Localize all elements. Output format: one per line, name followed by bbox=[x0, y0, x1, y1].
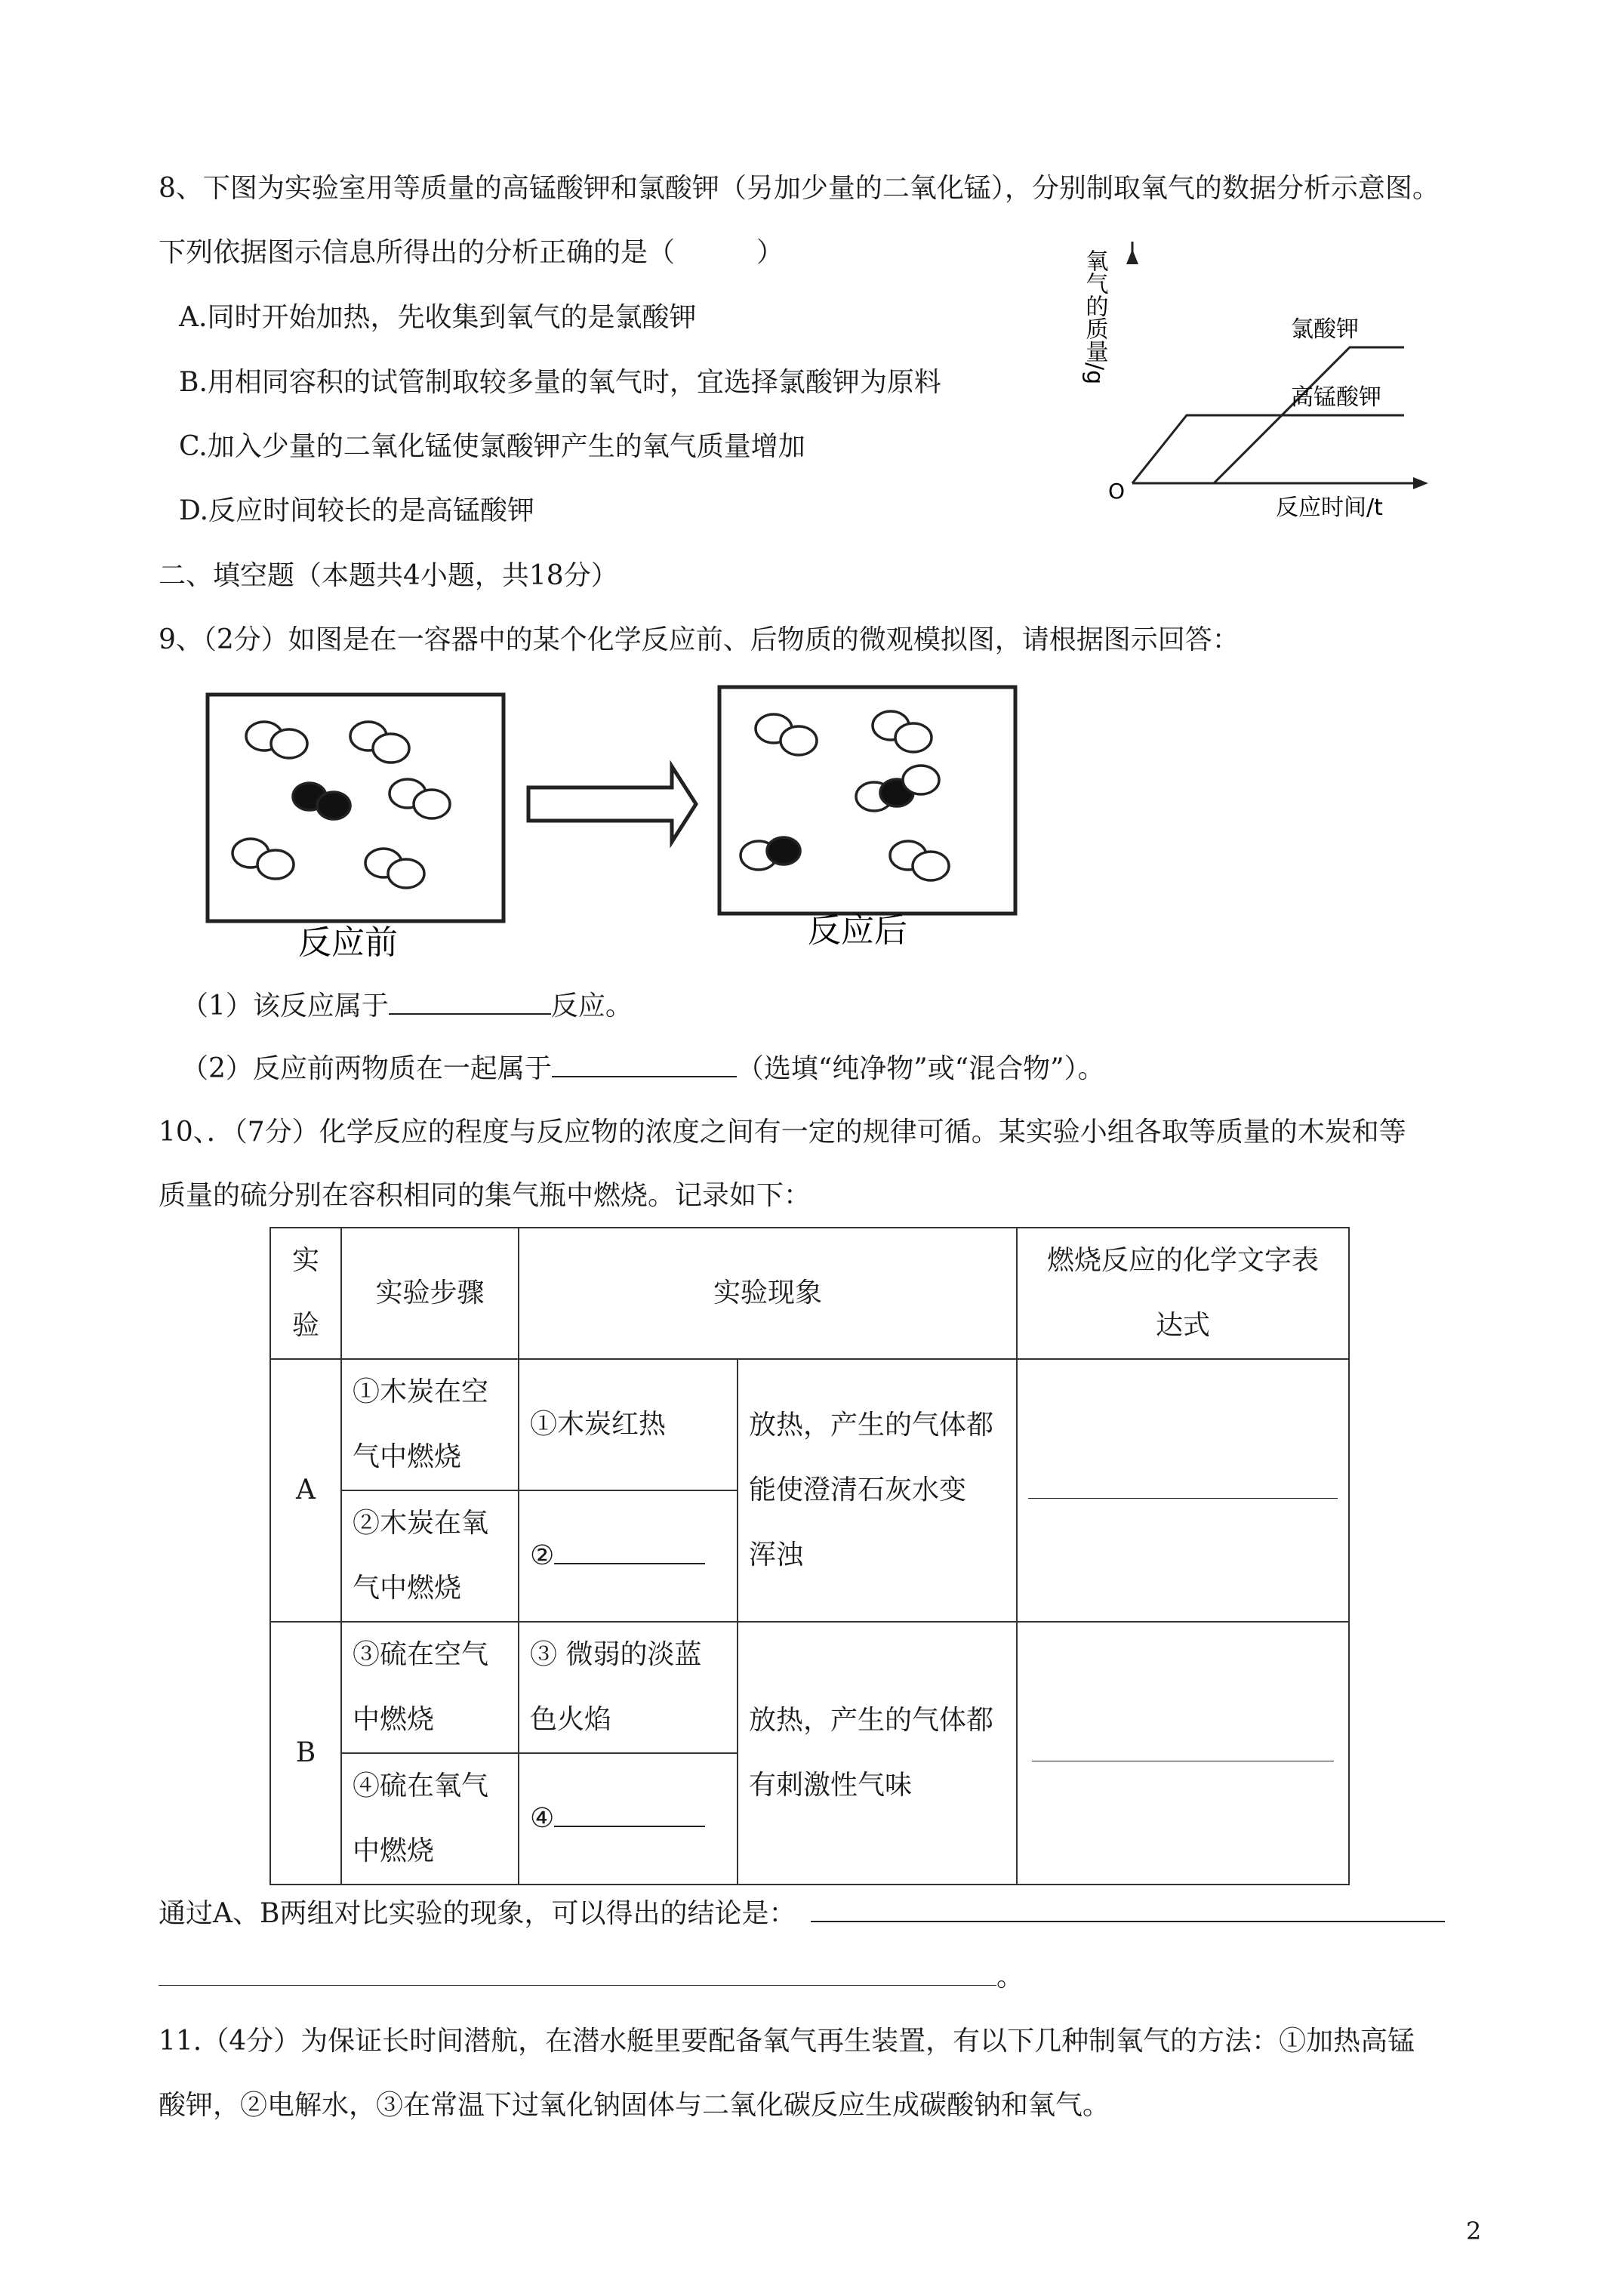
before-molecules bbox=[233, 722, 450, 888]
header-phenomenon: 实验现象 bbox=[519, 1228, 1017, 1359]
series-line-2 bbox=[1132, 415, 1404, 483]
page-number: 2 bbox=[1466, 2217, 1482, 2245]
a2-step-2: 气中燃烧 bbox=[353, 1573, 462, 1604]
header-exp-1: 实 bbox=[291, 1245, 319, 1276]
after-molecules bbox=[741, 711, 949, 880]
a1-phenomenon: ①木炭红热 bbox=[519, 1359, 738, 1490]
a-common-phenomenon bbox=[738, 1359, 1017, 1622]
q10-stem-line1: 10、．（7分）化学反应的程度与反应物的浓度之间有一定的规律可循。某实验小组各取等质量的木炭和等 bbox=[159, 1117, 1406, 1148]
q9-stem: 9、（2分）如图是在一容器中的某个化学反应前、后物质的微观模拟图，请根据图示回答： bbox=[159, 624, 1240, 655]
y-axis-arrow bbox=[1126, 249, 1138, 264]
b-expression-blank[interactable] bbox=[1032, 1735, 1334, 1761]
q8-option-a: A.同时开始加热，先收集到氧气的是氯酸钾 bbox=[179, 302, 697, 333]
a2-step bbox=[341, 1490, 519, 1622]
b-common-1: 放热，产生的气体都 bbox=[749, 1705, 994, 1736]
a2-phenomenon-blank[interactable] bbox=[554, 1537, 705, 1564]
a2-phenomenon bbox=[519, 1490, 738, 1622]
table-header-row bbox=[270, 1228, 1349, 1359]
a-common-2: 能使澄清石灰水变 bbox=[749, 1475, 967, 1505]
q11-line2: 酸钾，②电解水，③在常温下过氧化钠固体与二氧化碳反应生成碳酸钠和氧气。 bbox=[159, 2090, 1110, 2121]
a2-phenomenon-mark: ② bbox=[530, 1540, 555, 1571]
header-expression bbox=[1017, 1228, 1349, 1359]
q9-sub1 bbox=[181, 988, 633, 1025]
header-exp-2: 验 bbox=[291, 1310, 319, 1341]
q9-sub1-blank[interactable] bbox=[389, 988, 551, 1015]
group-a-label: A bbox=[270, 1359, 341, 1622]
section-2-heading: 二、填空题（本题共4小题，共18分） bbox=[159, 560, 618, 591]
b2-step bbox=[341, 1753, 519, 1885]
reaction-micro-diagram bbox=[204, 683, 1027, 963]
q8-option-b: B.用相同容积的试管制取较多量的氧气时，宜选择氯酸钾为原料 bbox=[179, 367, 941, 398]
a2-step-1: ②木炭在氧 bbox=[353, 1508, 489, 1539]
a-expression-cell bbox=[1017, 1359, 1349, 1622]
b2-phenomenon-blank[interactable] bbox=[554, 1800, 705, 1827]
y-axis-label: 氧气的质量/g bbox=[1081, 249, 1108, 385]
b2-step-2: 中燃烧 bbox=[353, 1835, 435, 1866]
header-exp bbox=[270, 1228, 341, 1359]
x-axis-arrow bbox=[1413, 477, 1428, 489]
q8-prompt: 下列依据图示信息所得出的分析正确的是（ ） bbox=[159, 237, 784, 268]
q9-sub2-blank[interactable] bbox=[552, 1050, 737, 1077]
q10-conclusion-end: 。 bbox=[996, 1962, 1024, 1992]
b1-step bbox=[341, 1622, 519, 1753]
group-b-label: B bbox=[270, 1622, 341, 1885]
table-row bbox=[270, 1622, 1349, 1753]
q10-stem-line2: 质量的硫分别在容积相同的集气瓶中燃烧。记录如下： bbox=[159, 1180, 812, 1211]
b1-step-1: ③硫在空气 bbox=[353, 1639, 489, 1670]
series-label-1: 氯酸钾 bbox=[1291, 316, 1359, 343]
oxygen-mass-chart bbox=[1072, 242, 1449, 529]
b1-phenomenon-1: ③ 微弱的淡蓝 bbox=[530, 1639, 702, 1670]
b2-step-1: ④硫在氧气 bbox=[353, 1771, 489, 1801]
table-row bbox=[270, 1359, 1349, 1490]
b-common-phenomenon bbox=[738, 1622, 1017, 1885]
a-expression-blank[interactable] bbox=[1028, 1472, 1338, 1499]
x-axis-label: 反应时间/t bbox=[1276, 495, 1383, 521]
q8-option-d: D.反应时间较长的是高锰酸钾 bbox=[179, 495, 535, 526]
a1-step bbox=[341, 1359, 519, 1490]
q9-sub1-suffix: 反应。 bbox=[550, 991, 633, 1022]
q10-conclusion-line2 bbox=[159, 1959, 1024, 1996]
q10-conclusion-text: 通过A、B两组对比实验的现象，可以得出的结论是： bbox=[159, 1898, 796, 1929]
q10-conclusion-blank-2[interactable] bbox=[159, 1959, 996, 1986]
q8-stem: 8、下图为实验室用等质量的高锰酸钾和氯酸钾（另加少量的二氧化锰），分别制取氧气的数据分析示意图。 bbox=[159, 173, 1440, 204]
q9-sub2-prefix: （2）反应前两物质在一起属于 bbox=[181, 1053, 552, 1084]
after-label: 反应后 bbox=[808, 911, 907, 950]
a1-step-1: ①木炭在空 bbox=[353, 1376, 489, 1407]
b1-phenomenon bbox=[519, 1622, 738, 1753]
experiment-table bbox=[269, 1227, 1350, 1885]
b1-step-2: 中燃烧 bbox=[353, 1704, 435, 1735]
b2-phenomenon bbox=[519, 1753, 738, 1885]
before-label: 反应前 bbox=[298, 923, 398, 962]
b-expression-cell bbox=[1017, 1622, 1349, 1885]
a1-step-2: 气中燃烧 bbox=[353, 1441, 462, 1472]
a-common-3: 浑浊 bbox=[749, 1539, 804, 1570]
q11-line1: 11.（4分）为保证长时间潜航，在潜水艇里要配备氧气再生装置，有以下几种制氧气的方法：①加热高锰 bbox=[159, 2026, 1415, 2057]
origin-label: O bbox=[1108, 479, 1126, 504]
q9-sub1-prefix: （1）该反应属于 bbox=[181, 991, 389, 1022]
reaction-arrow bbox=[528, 766, 696, 842]
header-expression-1: 燃烧反应的化学文字表 bbox=[1046, 1245, 1319, 1276]
q9-sub2 bbox=[181, 1050, 1105, 1087]
q8-option-c: C.加入少量的二氧化锰使氯酸钾产生的氧气质量增加 bbox=[179, 431, 805, 462]
a-common-1: 放热，产生的气体都 bbox=[749, 1410, 994, 1441]
header-step: 实验步骤 bbox=[341, 1228, 519, 1359]
b1-phenomenon-2: 色火焰 bbox=[530, 1704, 612, 1735]
q10-conclusion-blank-1[interactable] bbox=[811, 1895, 1445, 1922]
series-label-2: 高锰酸钾 bbox=[1291, 384, 1381, 411]
q10-conclusion bbox=[159, 1895, 1445, 1932]
q9-sub2-suffix: （选填“纯净物”或“混合物”）。 bbox=[736, 1053, 1105, 1084]
b-common-2: 有刺激性气味 bbox=[749, 1770, 913, 1801]
header-expression-2: 达式 bbox=[1155, 1310, 1210, 1341]
b2-phenomenon-mark: ④ bbox=[530, 1803, 555, 1834]
